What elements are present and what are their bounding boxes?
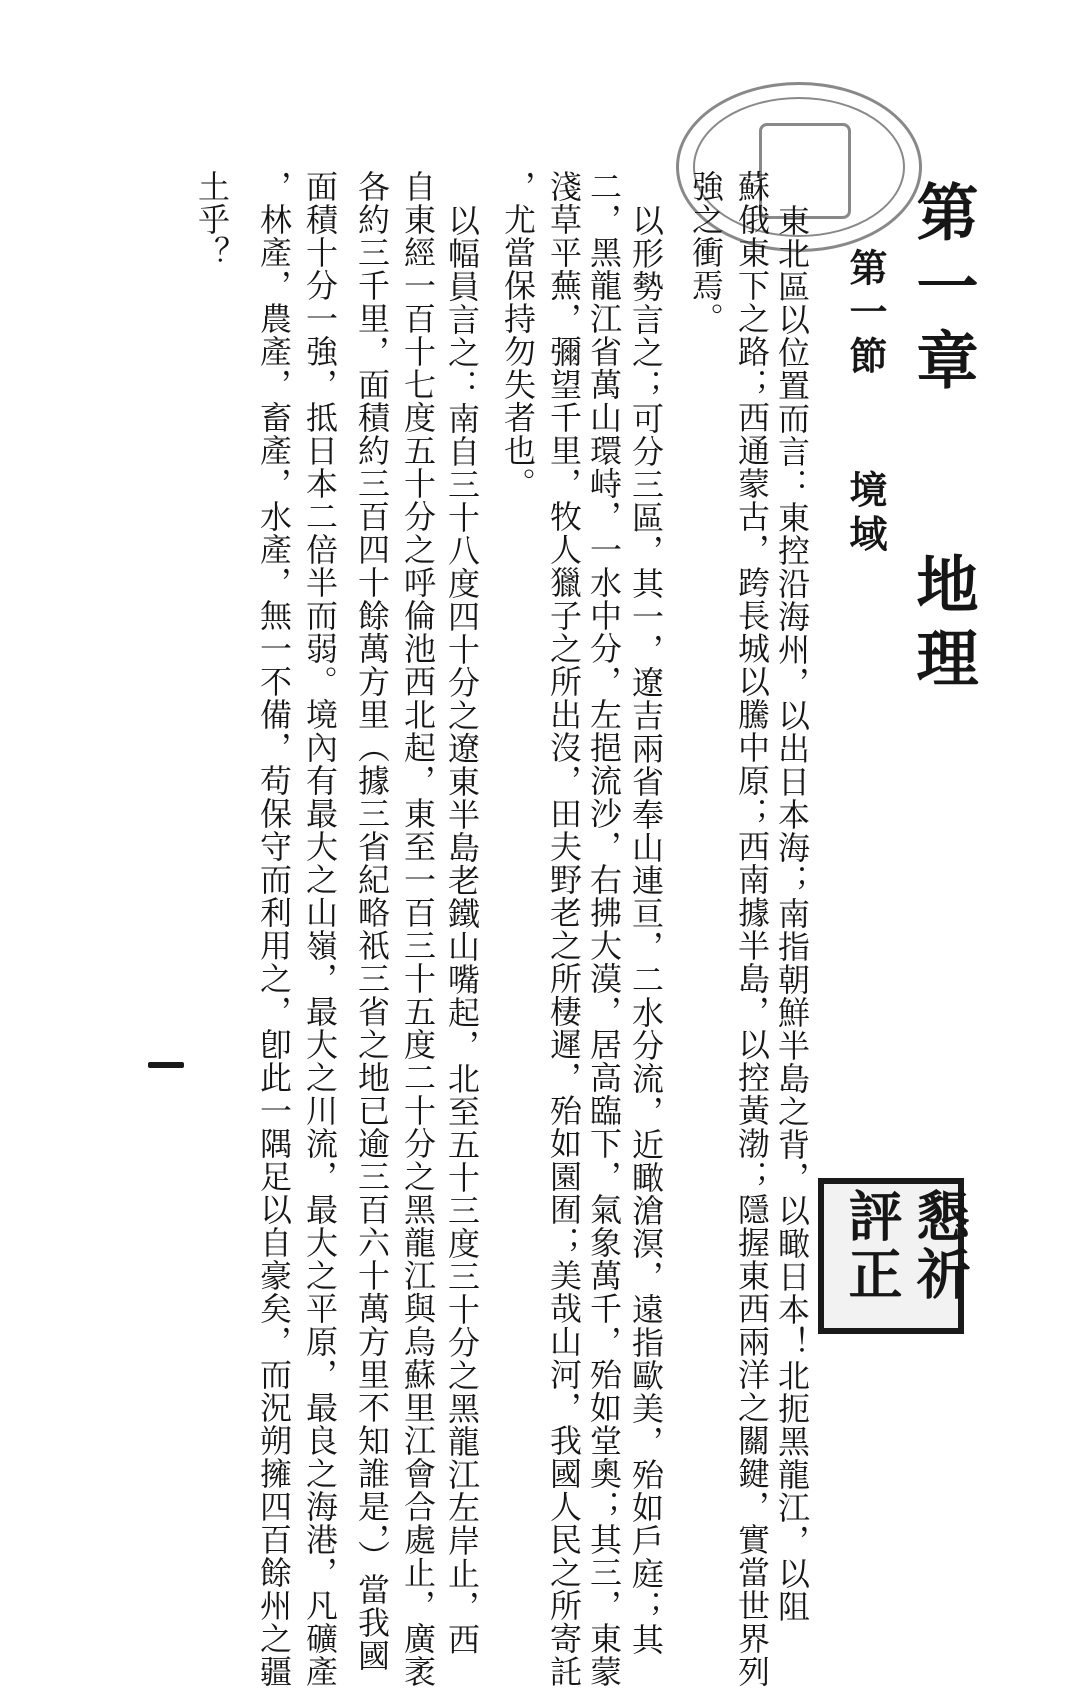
page-number [148, 1062, 184, 1068]
body-column-5: 二，黑龍江省萬山環峙，一水中分，左挹流沙，右拂大漠，居高臨下，氣象萬千，殆如堂奧；其三，東蒙 [585, 170, 623, 1688]
review-line-2: 評正 [840, 1188, 904, 1304]
body-column-2: 蘇俄東下之路；西通蒙古，跨長城以騰中原；西南據半島，以控黃渤；隱握東西兩洋之關鍵，實當世界列 [733, 170, 771, 1688]
body-column-8: 以幅員言之：南自三十八度四十分之遼東半島老鐵山嘴起，北至五十三度三十分之黑龍江左岸止，西 [443, 204, 481, 1656]
body-column-3: 強之衝焉。 [687, 170, 725, 335]
review-line-1: 懇祈 [908, 1188, 972, 1304]
body-column-11: 面積十分一強，抵日本二倍半而弱。境內有最大之山嶺，最大之川流，最大之平原，最良之海港，凡礦產 [301, 170, 339, 1688]
body-column-12: ，林產，農產，畜產，水產，無一不備，苟保守而利用之，卽此一隅足以自豪矣，而況朔擁四百餘州之疆 [255, 170, 293, 1688]
section-title: 境域 [843, 470, 888, 558]
body-column-9: 自東經一百十七度五十分之呼倫池西北起，東至一百三十五度二十分之黑龍江與烏蘇里江會合處止，廣袤 [399, 170, 437, 1688]
body-column-7: ，尤當保持勿失者也。 [499, 170, 537, 500]
section-heading [838, 248, 893, 558]
body-column-10: 各約三千里，面積約三百四十餘萬方里（據三省紀略祇三省之地已逾三百六十萬方里不知誰是，）當我國 [353, 170, 391, 1672]
body-column-13: 土乎？ [193, 170, 231, 269]
chapter-title: 地理 [906, 552, 979, 700]
body-column-1: 東北區以位置而言：東控沿海州，以出日本海；南指朝鮮半島之背，以瞰日本！北扼黑龍江，以阻 [773, 204, 811, 1623]
body-column-4: 以形勢言之；可分三區，其一，遼吉兩省奉山連亘，二水分流，近瞰滄溟，遠指歐美，殆如戶庭；其 [627, 204, 665, 1656]
body-column-6: 淺草平蕪，彌望千里，牧人獵子之所出沒，田夫野老之所棲遲，殆如園囿；美哉山河，我國人民之所寄託 [545, 170, 583, 1688]
chapter-heading [898, 180, 987, 700]
section-number: 第一節 [843, 248, 888, 380]
chapter-number: 第一章 [906, 180, 979, 402]
review-request-box [818, 1178, 972, 1334]
